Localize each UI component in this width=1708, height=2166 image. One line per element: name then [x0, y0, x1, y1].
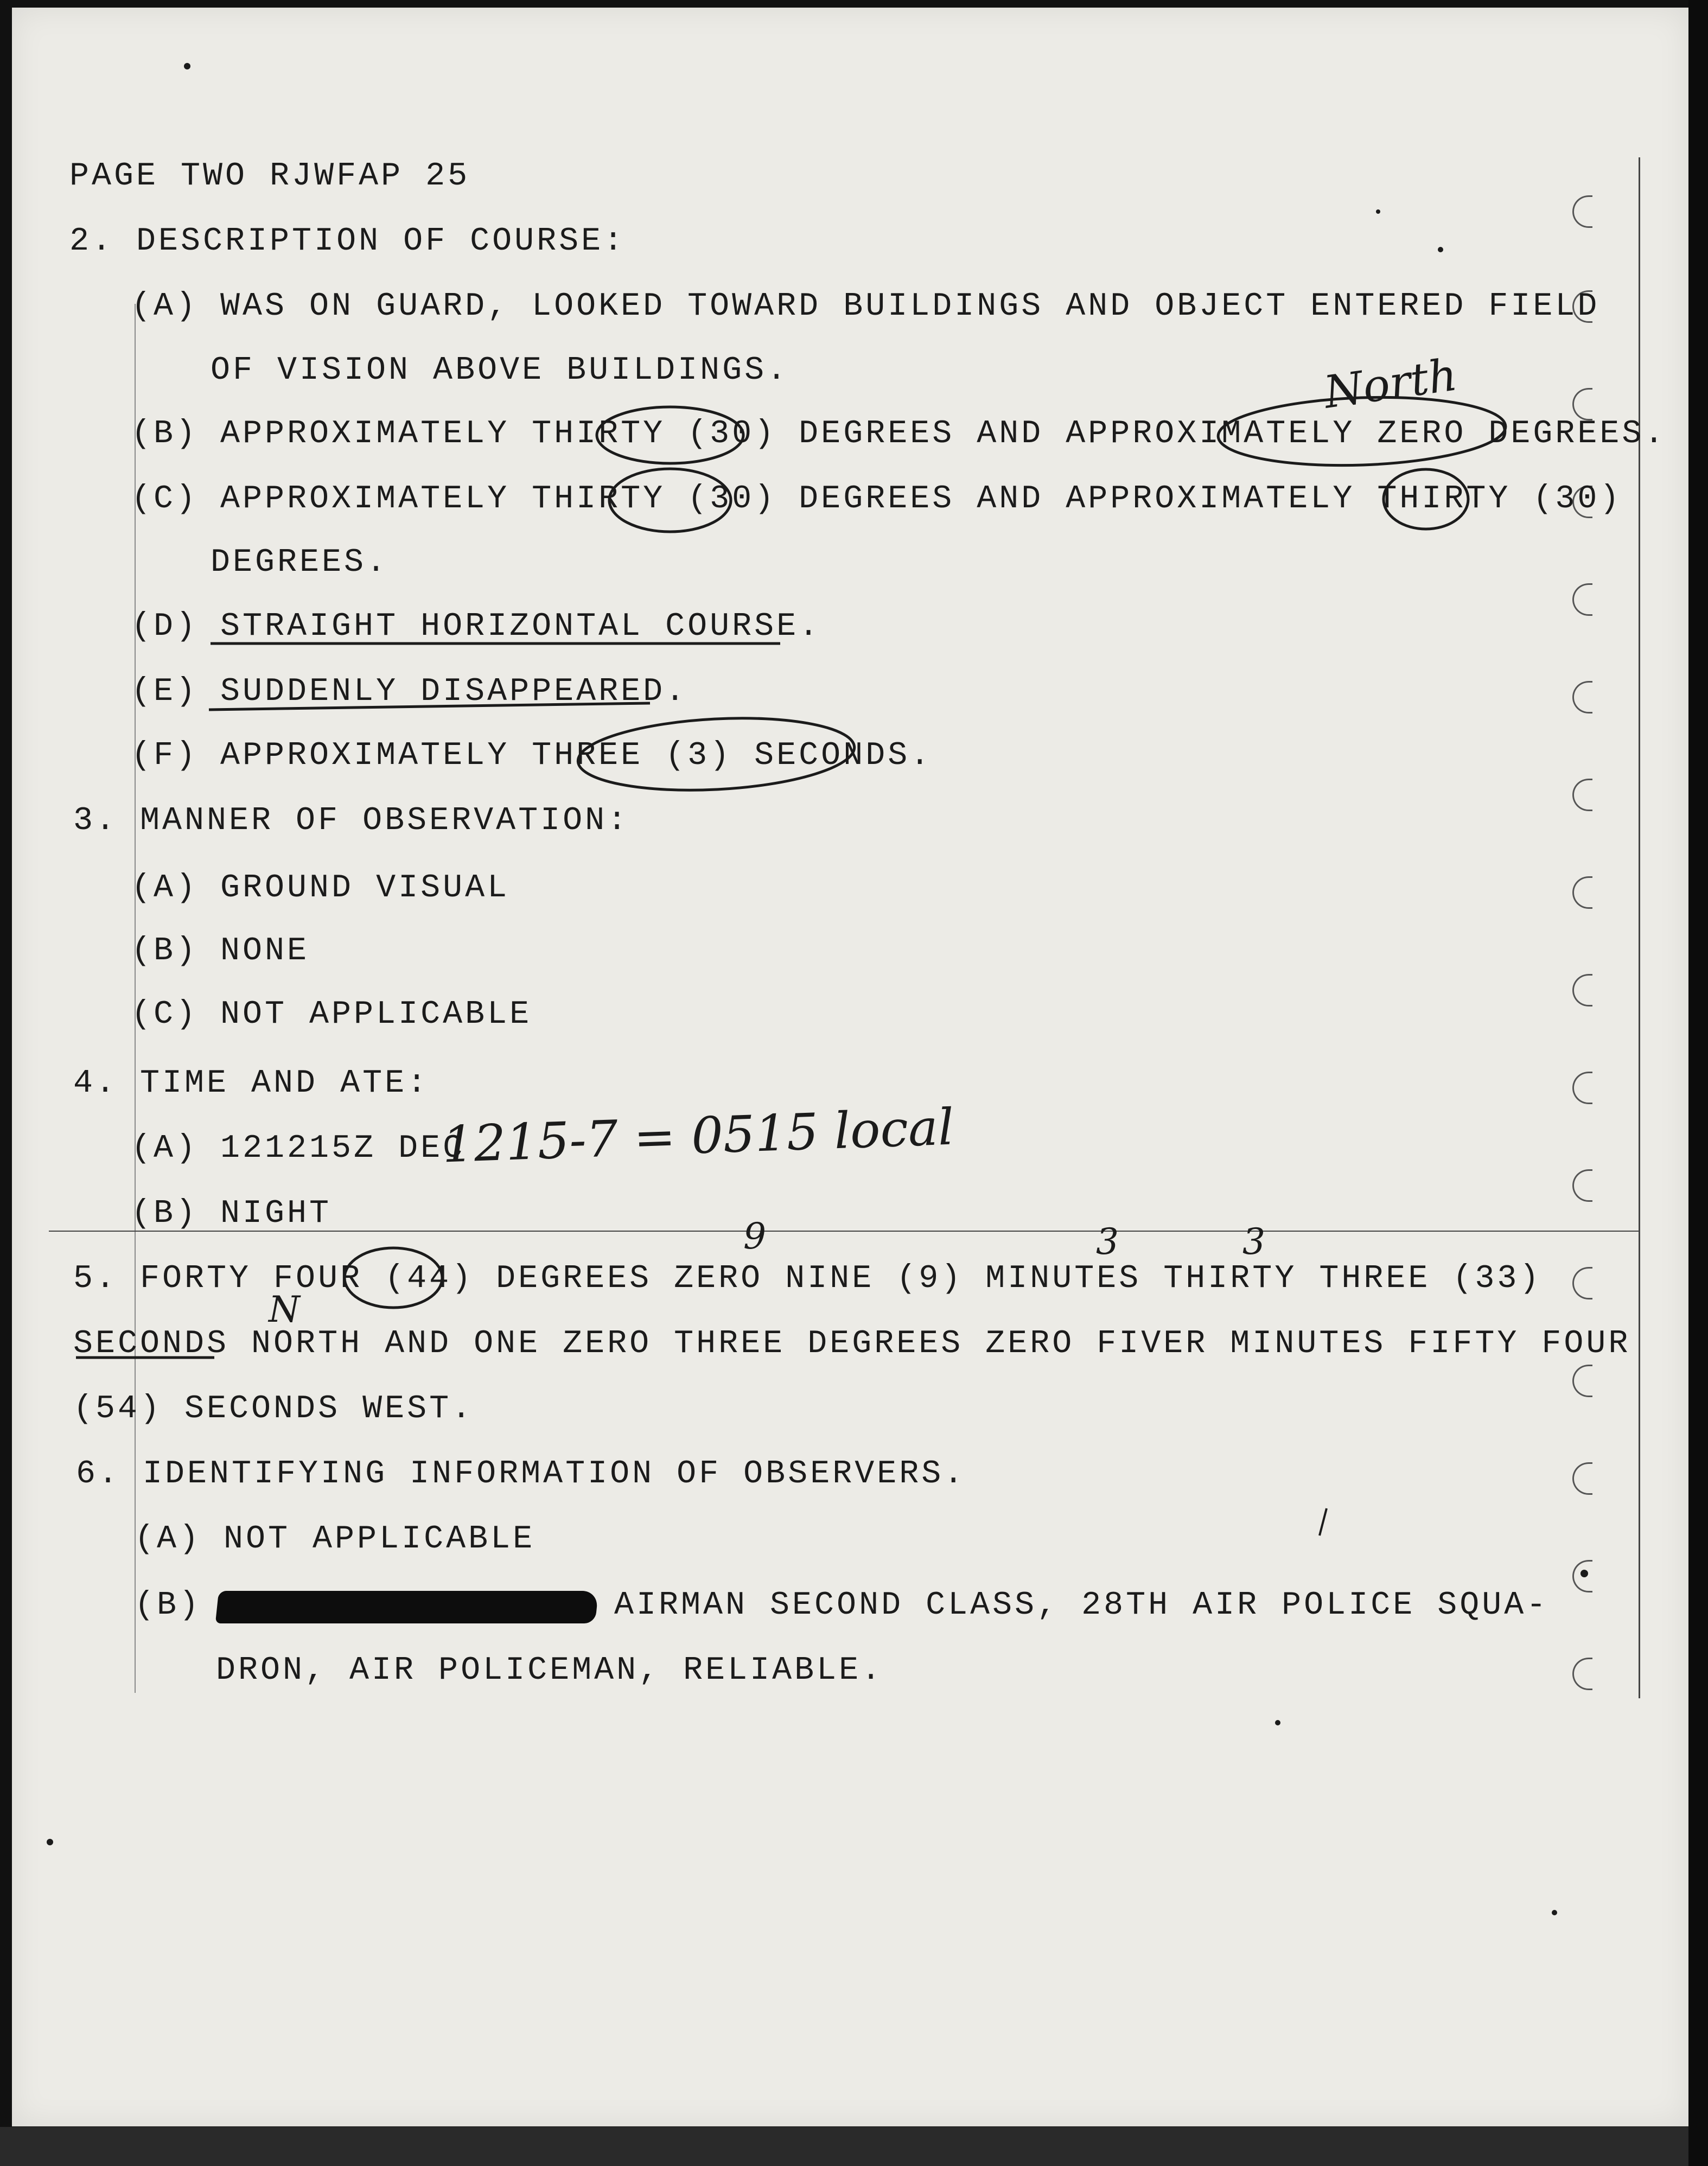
section-2-item-d: (D) STRAIGHT HORIZONTAL COURSE.: [131, 608, 821, 645]
section-6-item-b-line2: DRON, AIR POLICEMAN, RELIABLE.: [216, 1652, 884, 1689]
section-2-item-a-line1: (A) WAS ON GUARD, LOOKED TOWARD BUILDINGS AND OBJECT ENTERED FIELD: [131, 288, 1600, 325]
handwritten-nine: 9: [743, 1215, 766, 1257]
handwritten-three-b: 3: [1242, 1221, 1265, 1263]
section-2-item-e: (E) SUDDENLY DISAPPEARED.: [131, 673, 688, 710]
underline-mark: [209, 703, 650, 710]
section-5-line1: 5. FORTY FOUR (44) DEGREES ZERO NINE (9) MINUTES THIRTY THREE (33): [73, 1260, 1542, 1297]
section-3-item-a: (A) GROUND VISUAL: [131, 870, 510, 907]
section-2-item-b: (B) APPROXIMATELY THIRTY (30) DEGREES AND APPROXIMATELY ZERO DEGREES.: [131, 416, 1667, 453]
section-3-item-c: (C) NOT APPLICABLE: [131, 996, 532, 1033]
section-2-item-f: (F) APPROXIMATELY THREE (3) SECONDS.: [131, 737, 933, 774]
page-header: PAGE TWO RJWFAP 25: [69, 158, 470, 195]
circle-mark: [609, 469, 731, 532]
section-2-item-a-line2: OF VISION ABOVE BUILDINGS.: [211, 352, 789, 389]
dust-speck: [1552, 1910, 1557, 1915]
dust-speck: [47, 1839, 53, 1845]
handwritten-three-a: 3: [1096, 1221, 1119, 1263]
circle-mark: [576, 712, 856, 797]
dust-speck: [1275, 1720, 1280, 1725]
circle-mark: [345, 1248, 442, 1308]
dust-speck: [1580, 1570, 1588, 1577]
handwritten-time-note: 1215-7 = 0515 local: [441, 1098, 955, 1174]
section-5-line2: SECONDS NORTH AND ONE ZERO THREE DEGREES ZERO FIVER MINUTES FIFTY FOUR: [73, 1326, 1631, 1362]
circle-mark: [1384, 469, 1468, 529]
section-4-item-b: (B) NIGHT: [131, 1195, 332, 1232]
circle-mark: [597, 407, 743, 463]
section-6-item-b-line1: AIRMAN SECOND CLASS, 28TH AIR POLICE SQUA-: [614, 1587, 1549, 1624]
section-2-item-c-line1: (C) APPROXIMATELY THIRTY (30) DEGREES AND APPROXIMATELY THIRTY (30): [131, 481, 1622, 518]
section-6-title: 6. IDENTIFYING INFORMATION OF OBSERVERS.: [76, 1456, 966, 1493]
dust-speck: [1438, 247, 1443, 252]
dust-speck: [184, 63, 190, 69]
handwritten-n: N: [269, 1289, 300, 1330]
stray-mark: [1320, 1508, 1327, 1536]
section-3-item-b: (B) NONE: [131, 933, 310, 970]
section-5-line3: (54) SECONDS WEST.: [73, 1391, 474, 1428]
handwritten-north: North: [1321, 349, 1461, 419]
section-3-title: 3. MANNER OF OBSERVATION:: [73, 802, 630, 839]
circle-mark: [1217, 393, 1507, 470]
section-2-title: 2. DESCRIPTION OF COURSE:: [69, 223, 626, 260]
section-4-item-a: (A) 121215Z DEC: [131, 1130, 466, 1167]
dust-speck: [1376, 209, 1380, 214]
section-2-item-c-line2: DEGREES.: [211, 544, 389, 581]
section-6-item-a: (A) NOT APPLICABLE: [135, 1521, 536, 1558]
section-6-item-b-label: (B): [135, 1587, 202, 1624]
section-4-title: 4. TIME AND ATE:: [73, 1065, 430, 1102]
